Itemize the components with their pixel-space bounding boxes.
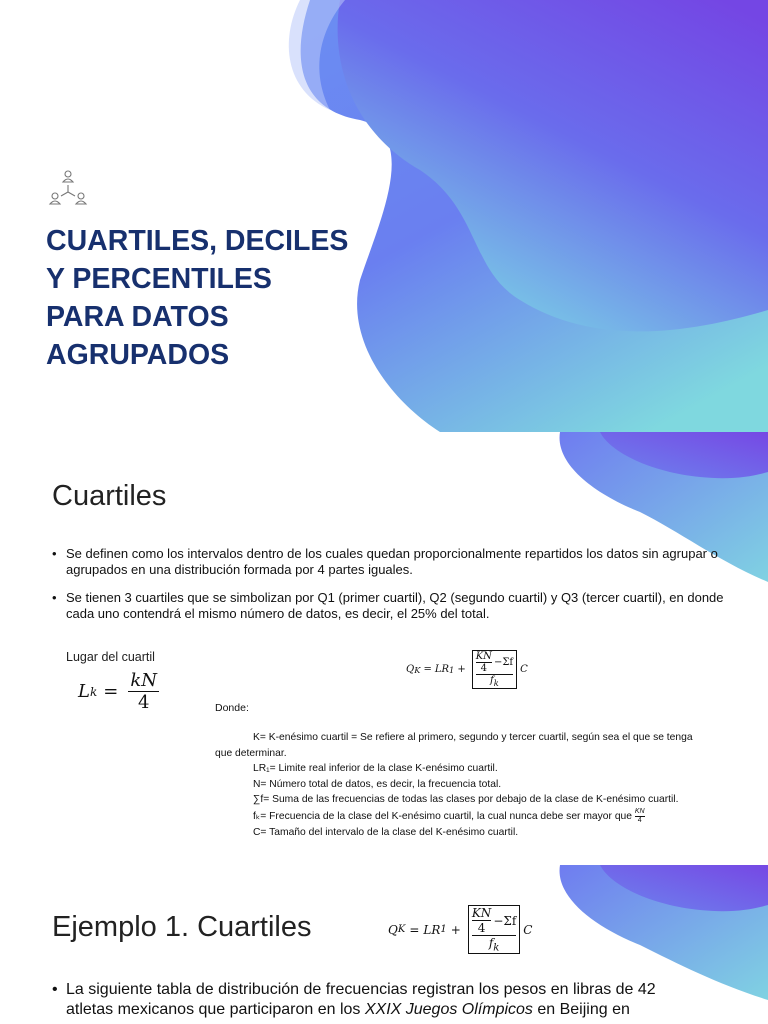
- formula-sub: K: [397, 924, 406, 936]
- hierarchy-people-icon: [48, 170, 88, 208]
- section-heading: Cuartiles: [52, 480, 167, 512]
- formula-divisor: f: [488, 936, 494, 950]
- formula-lhs: L: [78, 681, 90, 702]
- formula-c: C: [523, 922, 533, 937]
- section-heading: Ejemplo 1. Cuartiles: [52, 911, 312, 943]
- definitions-list: [215, 730, 740, 840]
- formula-sub: 1: [449, 664, 455, 675]
- definition-line: N= Número total de datos, es decir, la frecuencia total.: [253, 778, 502, 790]
- formula-sub: 1: [440, 924, 447, 936]
- fraction-denominator: 4: [477, 921, 486, 935]
- definition-line: K= K-enésimo cuartil = Se refiere al primero, segundo y tercer cuartil, según sea el que se tenga: [253, 732, 693, 743]
- formula-sum: −Σf: [493, 657, 514, 668]
- formula-sum: −Σf: [493, 913, 517, 928]
- fraction-numerator: KN: [471, 906, 492, 920]
- formula-sub: k: [493, 678, 499, 688]
- lugar-label: Lugar del cuartil: [66, 650, 155, 664]
- kn4-fraction: [635, 808, 645, 825]
- bullet-text: en Beijing en: [532, 1001, 630, 1018]
- formula-divisor: f: [490, 675, 494, 686]
- formula-lhs: Q: [406, 664, 415, 675]
- formula-sub: k: [493, 942, 500, 954]
- bullet-item: • Se tienen 3 cuartiles que se simbolizan por Q1 (primer cuartil), Q2 (segundo cuartil) y Q3 (tercer cuartil), en donde cada uno contendrá el mismo número de datos, es decir, el 25% del total.: [52, 590, 732, 622]
- title-line: AGRUPADOS: [46, 339, 230, 371]
- definition-line: C= Tamaño del intervalo de la clase del K-enésimo cuartil.: [253, 826, 519, 838]
- fraction-numerator: kN: [130, 670, 157, 691]
- bullet-emphasis: XXIX Juegos Olímpicos: [364, 1001, 533, 1018]
- bullet-list: [52, 980, 752, 1020]
- fraction-numerator: KN: [634, 807, 645, 815]
- formula-sub: K: [414, 664, 421, 675]
- formula-lr: LR: [434, 664, 449, 675]
- bullet-text: La siguiente tabla de distribución de frecuencias registran los pesos en libras de 42: [66, 981, 656, 998]
- cuartiles-slide: [0, 432, 768, 865]
- fraction-denominator: 4: [480, 663, 487, 674]
- bullet-item: • Se definen como los intervalos dentro de los cuales quedan proporcionalmente repartidos los datos sin agrupar o agrupados en una distribución formada por 4 partes iguales.: [52, 546, 732, 578]
- formula-sub: k: [89, 684, 98, 699]
- formula-lhs: Q: [388, 922, 398, 937]
- formula-lr: LR: [423, 922, 441, 937]
- title-line: PARA DATOS: [46, 301, 229, 333]
- donde-label: Donde:: [215, 702, 249, 714]
- formula-eq: =: [103, 681, 119, 702]
- definition-line: [215, 808, 740, 825]
- title-slide: [0, 0, 768, 432]
- ejemplo-slide: [0, 865, 768, 1024]
- definition-line: que determinar.: [215, 747, 287, 759]
- title-line: CUARTILES, DECILES: [46, 225, 349, 257]
- formula-bracket: [472, 650, 517, 689]
- presentation-title: [46, 222, 376, 374]
- formula-fraction: [128, 670, 159, 713]
- definition-line: LR₁= Limite real inferior de la clase K-enésimo cuartil.: [253, 763, 498, 774]
- bullet-text: atletas mexicanos que participaron en los: [66, 1001, 365, 1018]
- formula-bracket: [468, 905, 520, 954]
- fraction-denominator: 4: [637, 816, 642, 824]
- lugar-formula: [78, 670, 159, 713]
- definition-line: ∑f= Suma de las frecuencias de todas las clases por debajo de la clase de K-enésimo cuartil.: [253, 794, 679, 805]
- quartile-formula: Q K = LR 1 + KN 4 −Σf $f_k$ C: [406, 651, 528, 688]
- fraction-numerator: KN: [475, 651, 492, 662]
- formula-c: C: [520, 664, 528, 675]
- bullet-item: [52, 980, 752, 1020]
- bullet-list: [52, 546, 732, 622]
- quartile-formula: Q K = LR 1 + KN 4 −Σf $f_k$ C: [388, 906, 533, 954]
- title-line: Y PERCENTILES: [46, 263, 272, 295]
- fraction-denominator: 4: [137, 692, 150, 713]
- definition-text: fₖ= Frecuencia de la clase del K-enésimo cuartil, la cual nunca debe ser mayor que: [253, 810, 632, 822]
